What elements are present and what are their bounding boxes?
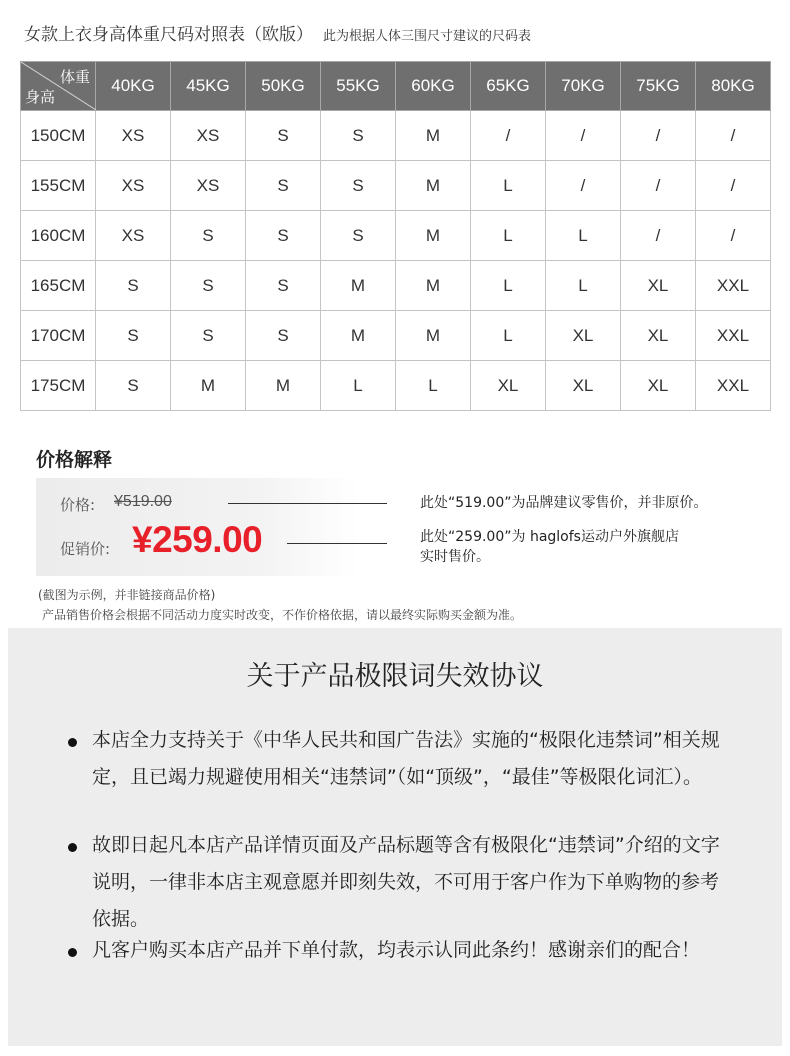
size-cell: L bbox=[471, 261, 546, 311]
weight-header: 80KG bbox=[696, 62, 771, 111]
size-cell: XL bbox=[621, 361, 696, 411]
height-cell: 155CM bbox=[21, 161, 96, 211]
size-cell: / bbox=[621, 161, 696, 211]
weight-header: 45KG bbox=[171, 62, 246, 111]
price-explanation-title: 价格解释 bbox=[36, 449, 113, 471]
size-cell: S bbox=[171, 261, 246, 311]
size-cell: XXL bbox=[696, 261, 771, 311]
height-cell: 170CM bbox=[21, 311, 96, 361]
promo-price-explanation-line1: 此处“259.00”为 haglofs运动户外旗舰店 bbox=[420, 529, 679, 545]
size-cell: XS bbox=[171, 111, 246, 161]
promo-price-explanation-line2: 实时售价。 bbox=[420, 549, 490, 565]
size-cell: S bbox=[321, 211, 396, 261]
table-row bbox=[21, 261, 771, 311]
size-cell: XS bbox=[96, 111, 171, 161]
weight-header: 60KG bbox=[396, 62, 471, 111]
table-row bbox=[21, 161, 771, 211]
table-row bbox=[21, 311, 771, 361]
size-cell: S bbox=[321, 161, 396, 211]
size-cell: S bbox=[96, 311, 171, 361]
corner-cell bbox=[21, 62, 96, 111]
size-cell: S bbox=[246, 261, 321, 311]
size-cell: M bbox=[396, 111, 471, 161]
agreement-title: 关于产品极限词失效协议 bbox=[246, 661, 544, 692]
size-cell: XL bbox=[621, 311, 696, 361]
weight-header: 75KG bbox=[621, 62, 696, 111]
size-chart-table bbox=[20, 61, 771, 411]
size-cell: XS bbox=[96, 211, 171, 261]
corner-weight-label: 体重 bbox=[59, 69, 90, 86]
size-cell: M bbox=[246, 361, 321, 411]
size-cell: L bbox=[471, 311, 546, 361]
size-cell: S bbox=[246, 311, 321, 361]
size-cell: / bbox=[696, 111, 771, 161]
price-example-box bbox=[36, 478, 358, 576]
size-cell: XL bbox=[546, 311, 621, 361]
size-cell: M bbox=[396, 211, 471, 261]
size-chart-header-row bbox=[21, 62, 771, 111]
size-cell: S bbox=[96, 261, 171, 311]
size-cell: / bbox=[471, 111, 546, 161]
size-cell: L bbox=[546, 261, 621, 311]
size-cell: M bbox=[396, 311, 471, 361]
promo-price-pointer-line bbox=[287, 543, 387, 544]
table-row bbox=[21, 361, 771, 411]
page-header bbox=[24, 20, 531, 45]
size-cell: L bbox=[396, 361, 471, 411]
height-cell: 175CM bbox=[21, 361, 96, 411]
height-cell: 165CM bbox=[21, 261, 96, 311]
size-chart-title: 女款上衣身高体重尺码对照表（欧版） bbox=[24, 25, 313, 45]
height-cell: 150CM bbox=[21, 111, 96, 161]
height-cell: 160CM bbox=[21, 211, 96, 261]
promo-price-label: 促销价: bbox=[60, 540, 111, 558]
size-cell: L bbox=[471, 211, 546, 261]
size-cell: / bbox=[546, 161, 621, 211]
size-cell: XXL bbox=[696, 311, 771, 361]
size-cell: XS bbox=[171, 161, 246, 211]
size-cell: XL bbox=[471, 361, 546, 411]
size-cell: M bbox=[321, 311, 396, 361]
size-cell: L bbox=[471, 161, 546, 211]
weight-header: 55KG bbox=[321, 62, 396, 111]
size-cell: / bbox=[621, 111, 696, 161]
original-price-label: 价格: bbox=[60, 496, 96, 514]
size-cell: M bbox=[171, 361, 246, 411]
size-cell: / bbox=[696, 161, 771, 211]
original-price-explanation: 此处“519.00”为品牌建议零售价，并非原价。 bbox=[420, 495, 708, 511]
size-cell: S bbox=[96, 361, 171, 411]
size-cell: M bbox=[396, 261, 471, 311]
bullet-icon bbox=[68, 948, 77, 957]
size-cell: L bbox=[546, 211, 621, 261]
size-cell: / bbox=[621, 211, 696, 261]
size-cell: XL bbox=[546, 361, 621, 411]
size-cell: S bbox=[171, 211, 246, 261]
size-cell: XXL bbox=[696, 361, 771, 411]
agreement-item: 故即日起凡本店产品详情页面及产品标题等含有极限化“违禁词”介绍的文字说明，一律非本店主观意愿并即刻失效，不可用于客户作为下单购物的参考依据。 bbox=[92, 834, 720, 930]
size-cell: XS bbox=[96, 161, 171, 211]
size-chart-subtitle: 此为根据人体三围尺寸建议的尺码表 bbox=[323, 29, 532, 44]
size-cell: S bbox=[246, 111, 321, 161]
size-cell: L bbox=[321, 361, 396, 411]
bullet-icon bbox=[68, 738, 77, 747]
screenshot-example-note: (截图为示例，并非链接商品价格) bbox=[38, 588, 216, 602]
agreement-item: 凡客户购买本店产品并下单付款，均表示认同此条约！感谢亲们的配合！ bbox=[92, 939, 701, 961]
promo-price-value: ¥259.00 bbox=[132, 519, 263, 560]
bullet-icon bbox=[68, 843, 77, 852]
weight-header: 50KG bbox=[246, 62, 321, 111]
size-cell: / bbox=[546, 111, 621, 161]
price-disclaimer-note: 产品销售价格会根据不同活动力度实时改变，不作价格依据，请以最终实际购买金额为准。 bbox=[42, 608, 523, 622]
table-row bbox=[21, 211, 771, 261]
size-cell: XL bbox=[621, 261, 696, 311]
weight-header: 65KG bbox=[471, 62, 546, 111]
weight-header: 40KG bbox=[96, 62, 171, 111]
size-cell: M bbox=[396, 161, 471, 211]
agreement-panel bbox=[8, 628, 782, 1046]
corner-height-label: 身高 bbox=[25, 89, 56, 106]
table-row bbox=[21, 111, 771, 161]
size-cell: / bbox=[696, 211, 771, 261]
size-cell: S bbox=[246, 161, 321, 211]
size-cell: S bbox=[321, 111, 396, 161]
size-cell: M bbox=[321, 261, 396, 311]
weight-header: 70KG bbox=[546, 62, 621, 111]
agreement-item: 本店全力支持关于《中华人民共和国广告法》实施的“极限化违禁词”相关规定，且已竭力规避使用相关“违禁词”（如“顶级”，“最佳”等极限化词汇）。 bbox=[92, 729, 720, 788]
original-price-pointer-line bbox=[228, 503, 387, 504]
size-cell: S bbox=[171, 311, 246, 361]
size-cell: S bbox=[246, 211, 321, 261]
original-price-value: ¥519.00 bbox=[114, 493, 172, 510]
